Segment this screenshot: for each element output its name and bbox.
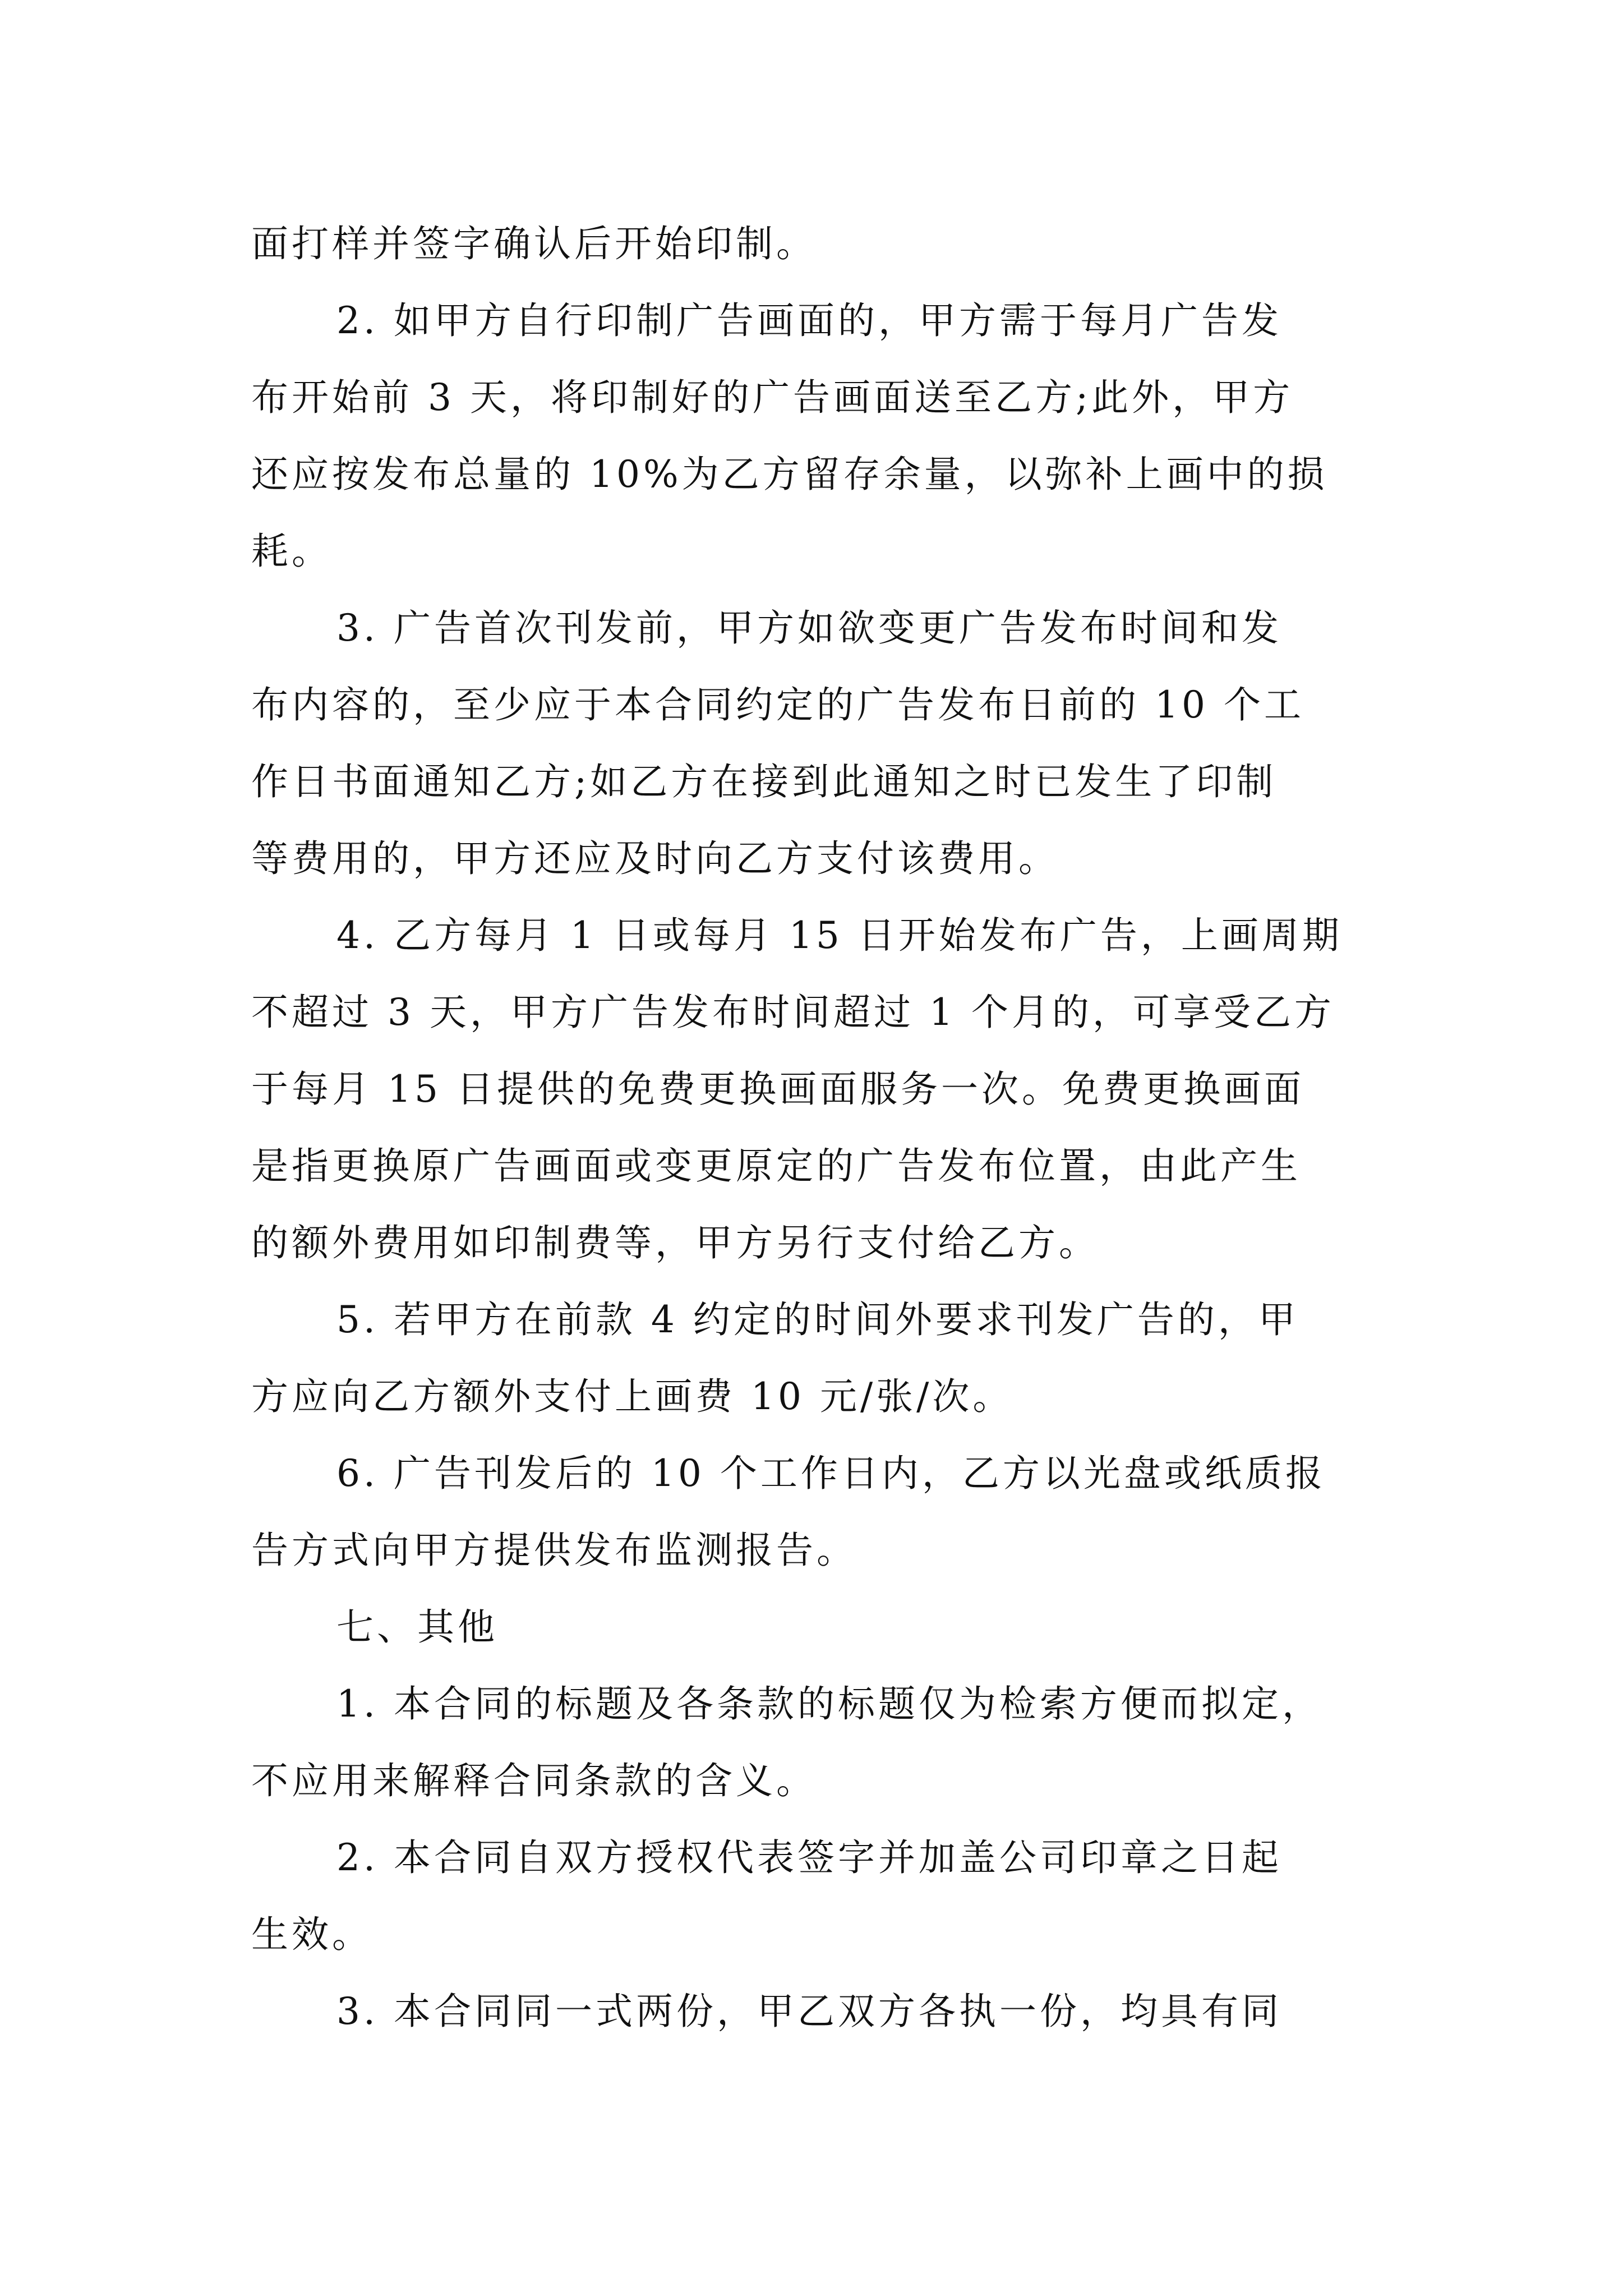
text-line: 面打样并签字确认后开始印制。 <box>251 222 817 265</box>
text-line: 2. 如甲方自行印制广告画面的，甲方需于每月广告发 <box>336 299 1282 342</box>
text-line: 2. 本合同自双方授权代表签字并加盖公司印章之日起 <box>336 1836 1282 1879</box>
text-line: 是指更换原广告画面或变更原定的广告发布位置，由此产生 <box>251 1144 1301 1188</box>
text-line: 作日书面通知乙方;如乙方在接到此通知之时已发生了印制 <box>251 760 1277 803</box>
text-line: 方应向乙方额外支付上画费 10 元/张/次。 <box>251 1375 1013 1418</box>
text-line: 3. 广告首次刊发前，甲方如欲变更广告发布时间和发 <box>336 606 1282 650</box>
text-line: 布内容的，至少应于本合同约定的广告发布日前的 10 个工 <box>251 683 1304 726</box>
text-line: 5. 若甲方在前款 4 约定的时间外要求刊发广告的，甲 <box>336 1298 1299 1341</box>
text-line: 生效。 <box>251 1913 372 1956</box>
section-heading: 七、其他 <box>336 1605 498 1649</box>
text-line: 告方式向甲方提供发布监测报告。 <box>251 1529 857 1572</box>
text-line: 不应用来解释合同条款的含义。 <box>251 1759 817 1802</box>
text-line: 于每月 15 日提供的免费更换画面服务一次。免费更换画面 <box>251 1068 1304 1111</box>
text-line: 不超过 3 天，甲方广告发布时间超过 1 个月的，可享受乙方 <box>251 991 1335 1034</box>
text-line: 4. 乙方每月 1 日或每月 15 日开始发布广告，上画周期 <box>336 914 1343 957</box>
document-body <box>251 205 1390 2050</box>
text-line: 耗。 <box>251 530 332 573</box>
text-line: 1. 本合同的标题及各条款的标题仅为检索方便而拟定， <box>336 1682 1322 1726</box>
text-line: 等费用的，甲方还应及时向乙方支付该费用。 <box>251 837 1059 880</box>
text-line: 的额外费用如印制费等，甲方另行支付给乙方。 <box>251 1221 1099 1264</box>
text-line: 布开始前 3 天，将印制好的广告画面送至乙方;此外，甲方 <box>251 376 1294 419</box>
text-line: 还应按发布总量的 10%为乙方留存余量，以弥补上画中的损 <box>251 453 1328 496</box>
text-line: 3. 本合同同一式两份，甲乙双方各执一份，均具有同 <box>336 1990 1282 2033</box>
text-line: 6. 广告刊发后的 10 个工作日内，乙方以光盘或纸质报 <box>336 1452 1326 1495</box>
